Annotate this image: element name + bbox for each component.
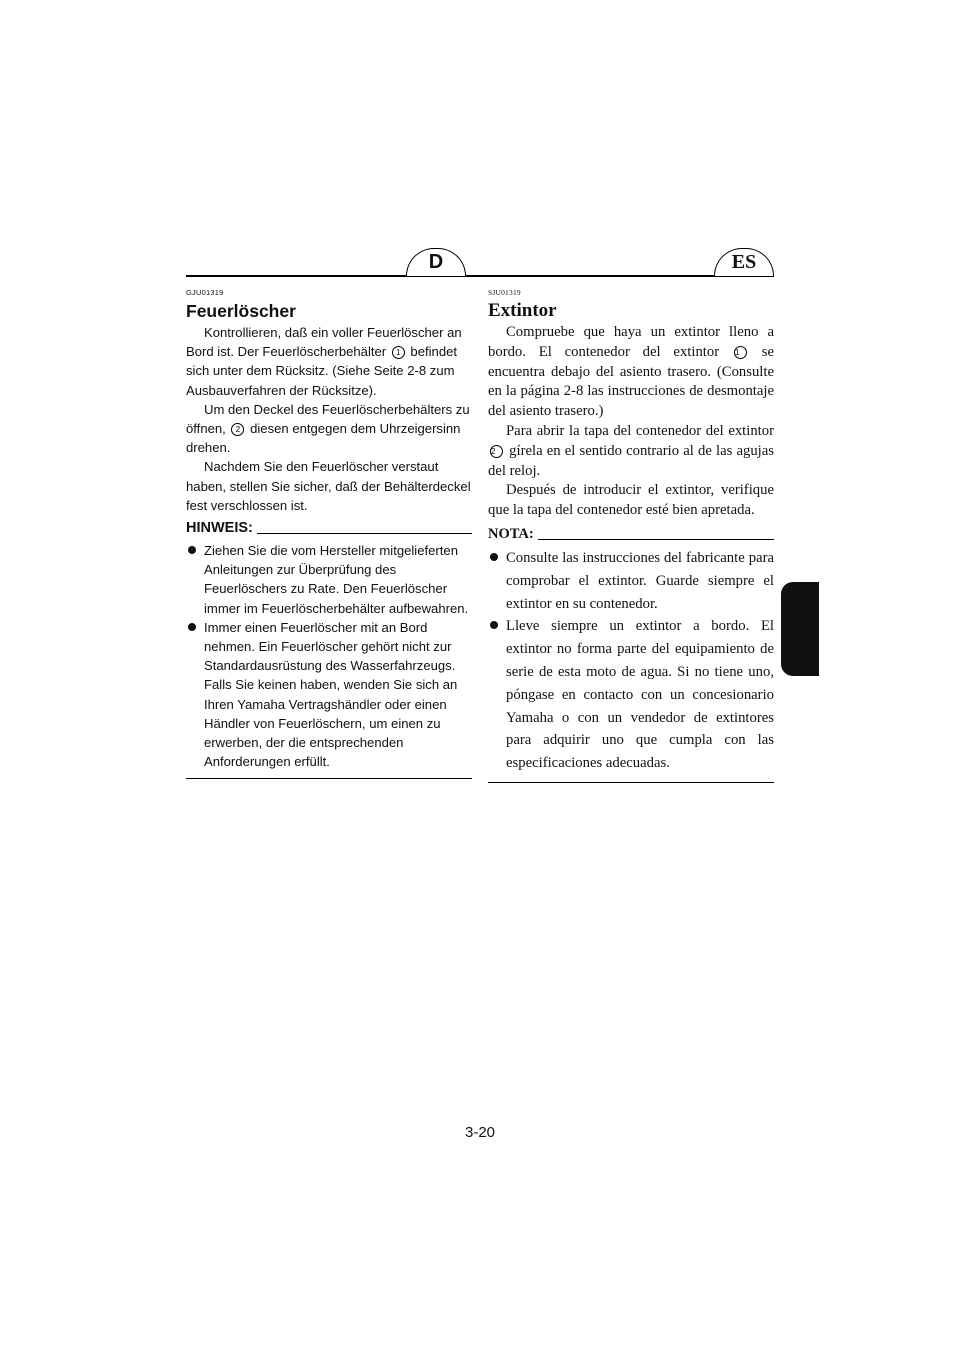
chapter-side-tab bbox=[781, 582, 819, 676]
paragraph-1 bbox=[186, 323, 472, 400]
page-number: 3-20 bbox=[464, 1124, 496, 1141]
bullet-icon bbox=[188, 546, 196, 554]
note-list bbox=[186, 541, 472, 771]
german-column bbox=[186, 288, 472, 779]
note-end-rule bbox=[488, 782, 774, 783]
callout-2-icon: 2 bbox=[490, 445, 503, 458]
section-title: Extintor bbox=[488, 300, 557, 321]
note-item bbox=[488, 547, 774, 615]
note-end-rule bbox=[186, 778, 472, 779]
note-item-text: Ziehen Sie die vom Hersteller mitgelieferten Anleitungen zur Überprüfung des Feuerlöschers zu Rate. Den Feuerlöscher immer im Feuerlöscherbehälter aufbewahren. bbox=[204, 543, 469, 616]
note-rule bbox=[257, 533, 472, 534]
callout-1-icon: 1 bbox=[734, 346, 747, 359]
paragraph-2-text-b: diesen entgegen dem Uhrzeigersinn drehen. bbox=[186, 421, 461, 456]
bullet-icon bbox=[188, 623, 196, 631]
note-item-text: Consulte las instrucciones del fabricante para comprobar el extintor. Guarde siempre el extintor en su contenedor. bbox=[506, 549, 774, 612]
language-tab-spanish: ES bbox=[714, 248, 774, 276]
section-title: Feuerlöscher bbox=[186, 301, 296, 321]
section-code: GJU01319 bbox=[186, 288, 224, 297]
note-rule bbox=[538, 539, 774, 540]
paragraph-1-text-b: befindet sich unter dem Rücksitz. (Siehe Seite 2-8 zum Ausbauverfahren der Rücksitze). bbox=[186, 344, 458, 398]
paragraph-3: Nachdem Sie den Feuerlöscher verstaut haben, stellen Sie sicher, daß der Behälterdeckel fest verschlossen ist. bbox=[186, 459, 471, 513]
paragraph-1-text-b: se encuentra debajo del asiento trasero. (Consulte en la página 2-8 las instrucciones de desmontaje del asiento trasero.) bbox=[488, 343, 774, 420]
note-title: HINWEIS: bbox=[186, 520, 253, 537]
note-item-text: Lleve siempre un extintor a bordo. El extintor no forma parte del equipamiento de serie de esta moto de agua. Si no tiene uno, póngase en contacto con un concesionario Yamaha o con un vendedor de extintores para adquirir uno que cumpla con las especificaciones adecuadas. bbox=[506, 618, 774, 772]
language-tab-german: D bbox=[406, 248, 466, 276]
paragraph-1-text-a: Kontrollieren, daß ein voller Feuerlöscher an Bord ist. Der Feuerlöscherbehälter bbox=[186, 325, 462, 360]
bullet-icon bbox=[490, 553, 498, 561]
note-title: NOTA: bbox=[488, 525, 534, 542]
note-header bbox=[186, 519, 472, 538]
paragraph-2 bbox=[488, 422, 774, 481]
callout-1-icon: 1 bbox=[392, 346, 405, 359]
spanish-column bbox=[488, 288, 774, 783]
paragraph-2-text-a: Para abrir la tapa del contenedor del extintor bbox=[506, 422, 774, 439]
note-header bbox=[488, 525, 774, 544]
section-code: SJU01319 bbox=[488, 288, 521, 297]
note-item bbox=[488, 615, 774, 775]
paragraph-2-text-b: gírela en el sentido contrario al de las agujas del reloj. bbox=[488, 442, 775, 479]
bullet-icon bbox=[490, 621, 498, 629]
paragraph-2 bbox=[186, 400, 472, 458]
paragraph-1 bbox=[488, 323, 774, 422]
paragraph-2-text-a: Um den Deckel des Feuerlöscherbehälters zu öffnen, bbox=[186, 401, 470, 437]
callout-2-icon: 2 bbox=[231, 423, 244, 436]
note-item bbox=[186, 541, 472, 618]
note-item bbox=[186, 618, 472, 772]
header-rule bbox=[186, 275, 774, 277]
paragraph-1-text-a: Compruebe que haya un extintor lleno a bordo. El contenedor del extintor bbox=[488, 324, 774, 360]
note-list bbox=[488, 547, 774, 775]
note-item-text: Immer einen Feuerlöscher mit an Bord nehmen. Ein Feuerlöscher gehört nicht zur Standardausrüstung des Wasserfahrzeugs. Falls Sie keinen haben, wenden Sie sich an Ihren Yamaha Vertragshändler oder einen Händler von Feuerlöschern, um einen zu erwerben, der die entsprechenden Anforderungen erfüllt. bbox=[204, 619, 458, 770]
paragraph-3: Después de introducir el extintor, verifique que la tapa del contenedor esté bien apretada. bbox=[488, 482, 774, 519]
